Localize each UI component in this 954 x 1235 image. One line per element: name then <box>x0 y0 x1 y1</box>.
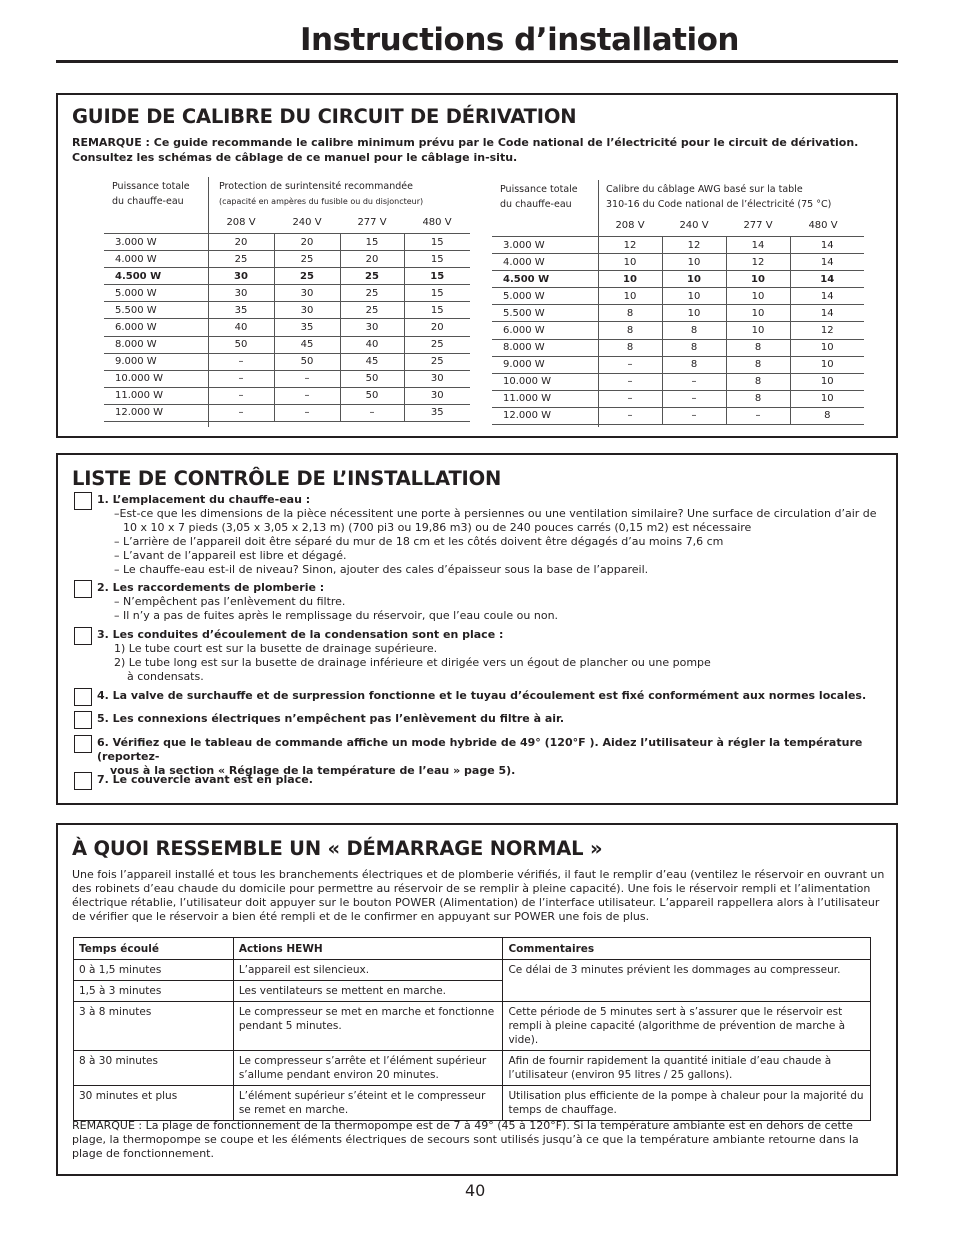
table-row <box>104 370 470 387</box>
value-cell: 15 <box>340 234 404 251</box>
table-row <box>492 271 864 288</box>
table-row <box>74 1002 871 1051</box>
value-cell: 10 <box>790 339 864 356</box>
startup-note: REMARQUE : La plage de fonctionnement de la thermopompe est de 7 à 49° (45 à 120°F). Si la température ambiante est en dehors de cette plage, la thermopompe se coupe et les éléments électriques de secours sont utilisés jusqu’à ce que la température ambiante retourne dans la plage de fonctionnement. <box>72 1119 859 1160</box>
header-comments: Commentaires <box>503 938 871 960</box>
value-cell: 8 <box>662 339 726 356</box>
wattage-cell: 4.500 W <box>104 268 208 285</box>
value-cell: 8 <box>726 356 790 373</box>
table-row <box>104 353 470 370</box>
wattage-cell: 12.000 W <box>492 407 598 424</box>
voltage-label: 480 V <box>808 220 838 231</box>
breaker-voltage-row <box>208 217 470 228</box>
value-cell: 8 <box>726 373 790 390</box>
table-row <box>104 302 470 319</box>
value-cell: 20 <box>274 234 340 251</box>
table-row <box>492 254 864 271</box>
value-cell: 14 <box>790 305 864 322</box>
circuit-guide-note: REMARQUE : Ce guide recommande le calibre minimum prévu par le Code national de l’électricité pour le circuit de dérivation. Consultez les schémas de câblage de ce manuel pour le câblage in-situ. <box>72 136 859 164</box>
value-cell: 8 <box>598 322 662 339</box>
action-cell: Les ventilateurs se mettent en marche. <box>233 981 503 1002</box>
value-cell: 20 <box>404 319 470 336</box>
title-rule <box>56 60 898 63</box>
table-row <box>492 288 864 305</box>
value-cell: 12 <box>726 254 790 271</box>
value-cell: 10 <box>790 390 864 407</box>
wire-col1-header: Puissance totale du chauffe-eau <box>500 184 578 210</box>
table-row <box>492 339 864 356</box>
voltage-label: 277 V <box>357 217 387 228</box>
value-cell: 10 <box>662 305 726 322</box>
value-cell: 8 <box>662 322 726 339</box>
action-cell: Le compresseur s’arrête et l’élément supérieur s’allume pendant environ 20 minutes. <box>233 1051 503 1086</box>
voltage-label: 240 V <box>679 220 709 231</box>
value-cell: – <box>208 404 274 421</box>
value-cell: 8 <box>598 305 662 322</box>
value-cell: 40 <box>208 319 274 336</box>
value-cell: – <box>598 407 662 424</box>
wire-voltage-row <box>598 220 856 231</box>
value-cell: 30 <box>208 268 274 285</box>
value-cell: – <box>662 407 726 424</box>
normal-startup-section <box>56 823 898 1176</box>
checkbox-item-6[interactable] <box>74 735 92 753</box>
value-cell: 8 <box>726 390 790 407</box>
value-cell: 10 <box>790 356 864 373</box>
value-cell: 45 <box>340 353 404 370</box>
value-cell: – <box>662 373 726 390</box>
table-row <box>104 234 470 251</box>
voltage-label: 208 V <box>226 217 256 228</box>
wattage-cell: 10.000 W <box>104 370 208 387</box>
installation-checklist-section <box>56 453 898 805</box>
comment-cell: Ce délai de 3 minutes prévient les dommages au compresseur. <box>503 960 871 1002</box>
value-cell: 45 <box>274 336 340 353</box>
voltage-label: 277 V <box>743 220 773 231</box>
checkbox-item-5[interactable] <box>74 711 92 729</box>
checklist-item-3: 3. Les conduites d’écoulement de la condensation sont en place : 1) Le tube court est sur la busette de drainage supérieure. 2) Le tube long est sur la busette de drainage inférieure et dirigée vers un égout de plancher ou une pompe à condensats. <box>97 628 711 683</box>
value-cell: – <box>598 373 662 390</box>
value-cell: 30 <box>404 387 470 404</box>
checklist-item-2: 2. Les raccordements de plomberie : – N’empêchent pas l’enlèvement du filtre. – Il n’y a pas de fuites après le remplissage du réservoir, que l’eau coule ou non. <box>97 581 559 622</box>
value-cell: 8 <box>726 339 790 356</box>
value-cell: 10 <box>598 288 662 305</box>
value-cell: 20 <box>340 251 404 268</box>
elapsed-cell: 30 minutes et plus <box>74 1086 234 1121</box>
value-cell: 50 <box>208 336 274 353</box>
wattage-cell: 8.000 W <box>104 336 208 353</box>
table-row <box>104 285 470 302</box>
wattage-cell: 5.000 W <box>492 288 598 305</box>
checkbox-item-4[interactable] <box>74 688 92 706</box>
value-cell: 14 <box>726 237 790 254</box>
value-cell: – <box>208 353 274 370</box>
value-cell: – <box>340 404 404 421</box>
value-cell: 25 <box>404 353 470 370</box>
comment-cell: Utilisation plus efficiente de la pompe à chaleur pour la majorité du temps de chauffage. <box>503 1086 871 1121</box>
table-row <box>492 322 864 339</box>
value-cell: 25 <box>274 268 340 285</box>
value-cell: 15 <box>404 251 470 268</box>
value-cell: 10 <box>726 271 790 288</box>
value-cell: 25 <box>404 336 470 353</box>
value-cell: 35 <box>404 404 470 421</box>
breaker-rows <box>104 233 470 422</box>
elapsed-cell: 1,5 à 3 minutes <box>74 981 234 1002</box>
value-cell: 12 <box>790 322 864 339</box>
value-cell: – <box>662 390 726 407</box>
table-row <box>492 373 864 390</box>
value-cell: 14 <box>790 237 864 254</box>
checkbox-item-2[interactable] <box>74 580 92 598</box>
value-cell: 15 <box>404 268 470 285</box>
voltage-label: 480 V <box>422 217 452 228</box>
table-row <box>492 237 864 254</box>
table-row <box>492 407 864 424</box>
wattage-cell: 12.000 W <box>104 404 208 421</box>
table-row <box>492 356 864 373</box>
value-cell: 50 <box>274 353 340 370</box>
value-cell: 10 <box>662 254 726 271</box>
value-cell: – <box>208 370 274 387</box>
breaker-col2-header: Protection de surintensité recommandée (capacité en ampères du fusible ou du disjoncteur) <box>219 181 424 206</box>
comment-cell: Afin de fournir rapidement la quantité initiale d’eau chaude à l’utilisateur (environ 95 litres / 25 gallons). <box>503 1051 871 1086</box>
circuit-guide-section <box>56 93 898 438</box>
startup-title: À QUOI RESSEMBLE UN « DÉMARRAGE NORMAL » <box>72 837 603 860</box>
value-cell: 35 <box>274 319 340 336</box>
breaker-table <box>104 177 470 427</box>
page-number: 40 <box>465 1181 486 1200</box>
table-row <box>74 1051 871 1086</box>
value-cell: – <box>208 387 274 404</box>
action-cell: L’appareil est silencieux. <box>233 960 503 981</box>
table-row <box>104 319 470 336</box>
checklist-item-7: 7. Le couvercle avant est en place. <box>97 773 313 786</box>
wattage-cell: 3.000 W <box>492 237 598 254</box>
value-cell: 8 <box>790 407 864 424</box>
checkbox-item-7[interactable] <box>74 772 92 790</box>
wattage-cell: 6.000 W <box>492 322 598 339</box>
value-cell: 10 <box>726 288 790 305</box>
value-cell: 10 <box>662 288 726 305</box>
value-cell: – <box>598 356 662 373</box>
action-cell: Le compresseur se met en marche et fonctionne pendant 5 minutes. <box>233 1002 503 1051</box>
value-cell: 10 <box>662 271 726 288</box>
value-cell: 25 <box>340 268 404 285</box>
wattage-cell: 6.000 W <box>104 319 208 336</box>
value-cell: – <box>274 404 340 421</box>
value-cell: 25 <box>274 251 340 268</box>
value-cell: 20 <box>208 234 274 251</box>
value-cell: 14 <box>790 288 864 305</box>
startup-table-header <box>74 938 871 960</box>
wattage-cell: 11.000 W <box>492 390 598 407</box>
elapsed-cell: 8 à 30 minutes <box>74 1051 234 1086</box>
table-row <box>104 251 470 268</box>
startup-table <box>73 937 871 1121</box>
wattage-cell: 8.000 W <box>492 339 598 356</box>
wattage-cell: 9.000 W <box>492 356 598 373</box>
table-row <box>74 960 871 981</box>
value-cell: 10 <box>726 322 790 339</box>
value-cell: 30 <box>274 302 340 319</box>
value-cell: 10 <box>726 305 790 322</box>
elapsed-cell: 0 à 1,5 minutes <box>74 960 234 981</box>
value-cell: 25 <box>208 251 274 268</box>
wire-gauge-table <box>492 180 864 427</box>
table-row <box>104 404 470 421</box>
value-cell: 30 <box>340 319 404 336</box>
value-cell: 10 <box>598 254 662 271</box>
table-row <box>492 305 864 322</box>
value-cell: 15 <box>404 302 470 319</box>
voltage-label: 208 V <box>615 220 645 231</box>
value-cell: – <box>726 407 790 424</box>
value-cell: 8 <box>598 339 662 356</box>
value-cell: 15 <box>404 285 470 302</box>
wattage-cell: 4.000 W <box>492 254 598 271</box>
elapsed-cell: 3 à 8 minutes <box>74 1002 234 1051</box>
wire-gauge-rows <box>492 236 864 425</box>
checklist-title: LISTE DE CONTRÔLE DE L’INSTALLATION <box>72 467 502 490</box>
value-cell: – <box>274 387 340 404</box>
action-cell: L’élément supérieur s’éteint et le compresseur se remet en marche. <box>233 1086 503 1121</box>
checklist-item-6: 6. Vérifiez que le tableau de commande affiche un mode hybride de 49° (120°F ). Aidez l’utilisateur à régler la température (reportez- vous à la section « Réglage de la température de l’eau » page 5). <box>97 736 863 777</box>
value-cell: 12 <box>598 237 662 254</box>
header-elapsed: Temps écoulé <box>74 938 234 960</box>
value-cell: 50 <box>340 387 404 404</box>
circuit-guide-title: GUIDE DE CALIBRE DU CIRCUIT DE DÉRIVATION <box>72 105 577 128</box>
wattage-cell: 10.000 W <box>492 373 598 390</box>
breaker-col1-header: Puissance totale du chauffe-eau <box>112 181 190 207</box>
checklist-item-5: 5. Les connexions électriques n’empêchent pas l’enlèvement du filtre à air. <box>97 712 565 725</box>
table-row <box>104 336 470 353</box>
wattage-cell: 9.000 W <box>104 353 208 370</box>
value-cell: 25 <box>340 302 404 319</box>
header-actions: Actions HEWH <box>233 938 503 960</box>
wattage-cell: 5.000 W <box>104 285 208 302</box>
value-cell: 12 <box>662 237 726 254</box>
wattage-cell: 3.000 W <box>104 234 208 251</box>
value-cell: – <box>274 370 340 387</box>
wattage-cell: 11.000 W <box>104 387 208 404</box>
value-cell: 10 <box>790 373 864 390</box>
checkbox-item-1[interactable] <box>74 492 92 510</box>
checklist-item-1: 1. L’emplacement du chauffe-eau : –Est-ce que les dimensions de la pièce nécessitent une porte à persiennes ou une ventilation similaire? Une surface de circulation d’air de 10 x 10 x 7 pieds (3,05 x 3,05 x 2,13 m) (700 pi3 ou 19,86 m3) ou de 240 pouces carrés (0,15 m2) est nécessaire – L’arrière de l’appareil doit être séparé du mur de 18 cm et les côtés doivent être dégagés d’au moins 7,6 cm – L’avant de l’appareil est libre et dégagé. – Le chauffe-eau est-il de niveau? Sinon, ajouter des cales d’épaisseur sous la base de l’appareil. <box>97 493 877 576</box>
value-cell: 8 <box>662 356 726 373</box>
voltage-label: 240 V <box>292 217 322 228</box>
value-cell: 14 <box>790 271 864 288</box>
value-cell: 10 <box>598 271 662 288</box>
checkbox-item-3[interactable] <box>74 627 92 645</box>
value-cell: – <box>598 390 662 407</box>
wire-col2-header: Calibre du câblage AWG basé sur la table 310-16 du Code national de l’électricité (75 °C) <box>606 184 832 210</box>
value-cell: 30 <box>404 370 470 387</box>
value-cell: 25 <box>340 285 404 302</box>
comment-cell: Cette période de 5 minutes sert à s’assurer que le réservoir est rempli à pleine capacité (algorithme de prévention de marche à vide). <box>503 1002 871 1051</box>
value-cell: 35 <box>208 302 274 319</box>
value-cell: 40 <box>340 336 404 353</box>
page-title: Instructions d’installation <box>300 22 739 58</box>
table-row <box>492 390 864 407</box>
startup-paragraph: Une fois l’appareil installé et tous les branchements électriques et de plomberie vérifiés, il faut le remplir d’eau (ventilez le réservoir en ouvrant un des robinets d’eau chaude du domicile pour permettre au réservoir de se remplir à pleine capacité). Une fois le réservoir rempli et l’alimentation électrique rétablie, l’utilisateur doit appuyer sur le bouton POWER (Alimentation) de l’interface utilisateur. L’appareil rappellera alors à l’utilisateur de vérifier que le réservoir a bien été rempli et de le confirmer en appuyant sur POWER une fois de plus. <box>72 868 885 923</box>
value-cell: 15 <box>404 234 470 251</box>
value-cell: 30 <box>208 285 274 302</box>
value-cell: 50 <box>340 370 404 387</box>
table-row <box>74 1086 871 1121</box>
wattage-cell: 4.000 W <box>104 251 208 268</box>
wattage-cell: 4.500 W <box>492 271 598 288</box>
value-cell: 30 <box>274 285 340 302</box>
checklist-item-4: 4. La valve de surchauffe et de surpression fonctionne et le tuyau d’écoulement est fixé conformément aux normes locales. <box>97 689 867 702</box>
wattage-cell: 5.500 W <box>492 305 598 322</box>
table-row <box>104 268 470 285</box>
wattage-cell: 5.500 W <box>104 302 208 319</box>
table-row <box>104 387 470 404</box>
value-cell: 14 <box>790 254 864 271</box>
